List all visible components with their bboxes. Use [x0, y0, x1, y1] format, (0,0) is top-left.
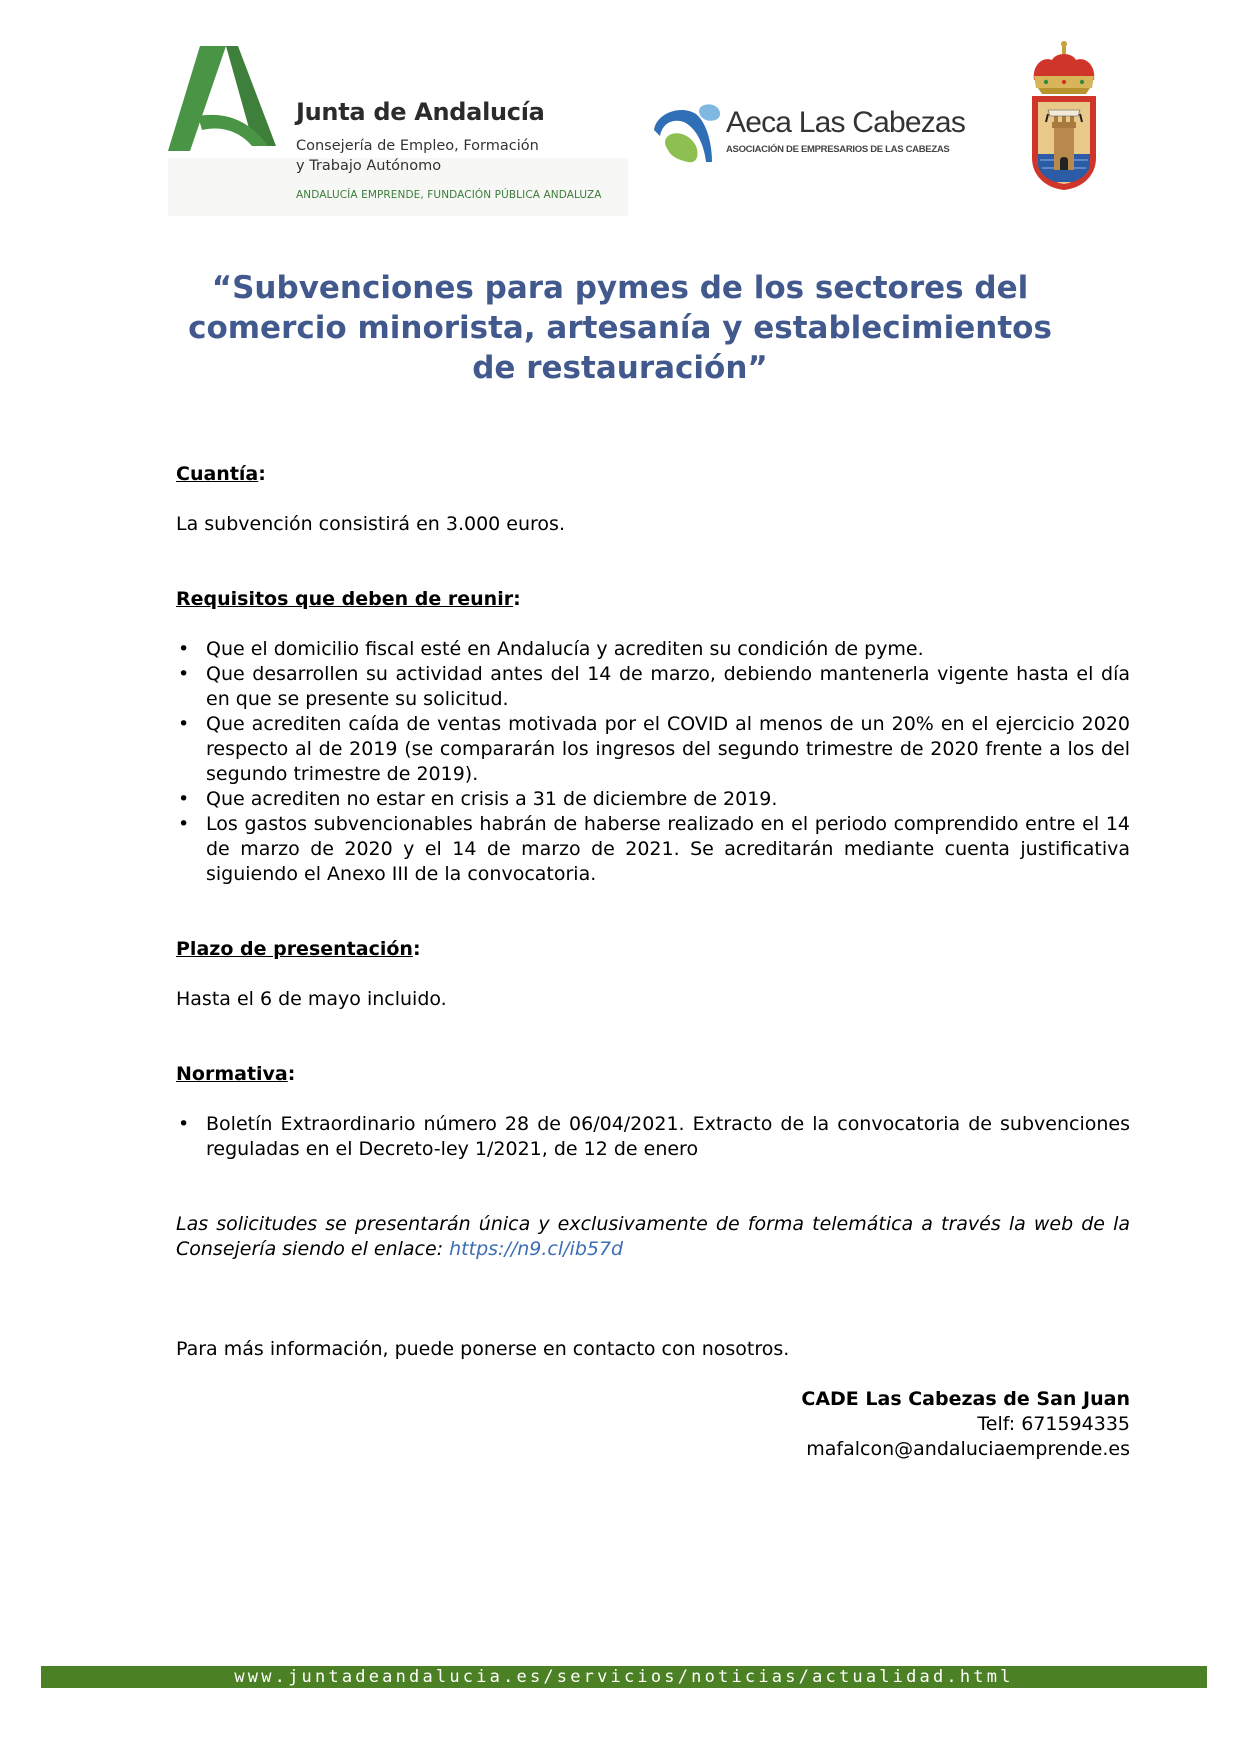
junta-de-andalucia-logo — [168, 46, 628, 216]
bullet-icon: • — [178, 638, 190, 660]
list-item — [176, 637, 1130, 662]
coat-of-arms — [990, 30, 1160, 200]
contact-phone: Telf: 671594335 — [977, 1413, 1130, 1435]
list-item — [176, 812, 1130, 887]
normativa-heading — [176, 1062, 1130, 1087]
junta-title: Junta de Andalucía — [296, 98, 545, 126]
page-title-line1: “Subvenciones para pymes de los sectores del — [211, 270, 1029, 306]
requisitos-heading — [176, 587, 1130, 612]
plazo-heading-colon: : — [412, 938, 421, 960]
list-item — [176, 787, 1130, 812]
bullet-icon: • — [178, 1113, 190, 1135]
aeca-swoosh-icon — [650, 100, 722, 170]
coat-of-arms-icon — [990, 30, 1160, 200]
junta-foundation: ANDALUCÍA EMPRENDE, FUNDACIÓN PÚBLICA ANDALUZA — [296, 189, 602, 201]
page-title-line2: comercio minorista, artesanía y establecimientos — [188, 310, 1052, 346]
junta-subtitle — [296, 136, 539, 176]
aeca-subtitle: ASOCIACIÓN DE EMPRESARIOS DE LAS CABEZAS — [726, 144, 950, 155]
requisitos-heading-text: Requisitos que deben de reunir — [176, 588, 514, 610]
plazo-heading-text: Plazo de presentación — [176, 938, 413, 960]
list-item — [176, 662, 1130, 712]
list-item-text: Que acrediten caída de ventas motivada por el COVID al menos de un 20% en el ejercicio 2020 respecto al de 2019 (se compararán los ingresos del segundo trimestre de 2020 frente a los del segundo trimestre de 2019). — [206, 713, 1130, 785]
cuantia-heading — [176, 462, 1130, 487]
footer-url[interactable]: www.juntadeandalucia.es/servicios/noticias/actualidad.html — [234, 1667, 1014, 1687]
contact-block — [176, 1387, 1130, 1462]
cuantia-heading-colon: : — [258, 463, 266, 485]
submission-note-text: Las solicitudes se presentarán única y exclusivamente de forma telemática a través la web de la Consejería siendo el enlace: — [176, 1213, 1130, 1260]
bullet-icon: • — [178, 713, 190, 735]
aeca-title: Aeca Las Cabezas — [726, 106, 966, 139]
list-item-text: Boletín Extraordinario número 28 de 06/04/2021. Extracto de la convocatoria de subvenciones reguladas en el Decreto-ley 1/2021, de 12 de enero — [206, 1113, 1130, 1160]
list-item-text: Que desarrollen su actividad antes del 14 de marzo, debiendo mantenerla vigente hasta el día en que se presente su solicitud. — [206, 663, 1130, 710]
bullet-icon: • — [178, 813, 190, 835]
list-item — [176, 1112, 1130, 1162]
document-body — [176, 462, 1130, 1462]
list-item-text: Que acrediten no estar en crisis a 31 de diciembre de 2019. — [206, 788, 778, 810]
requisitos-list — [176, 637, 1130, 887]
cuantia-heading-text: Cuantía — [176, 463, 259, 485]
plazo-heading — [176, 937, 1130, 962]
page-title — [150, 268, 1090, 388]
bullet-icon: • — [178, 788, 190, 810]
requisitos-heading-colon: : — [513, 588, 521, 610]
more-info-text: Para más información, puede ponerse en contacto con nosotros. — [176, 1338, 790, 1360]
junta-subtitle-line2: y Trabajo Autónomo — [296, 158, 442, 174]
junta-subtitle-line1: Consejería de Empleo, Formación — [296, 138, 539, 154]
list-item-text: Los gastos subvencionables habrán de haberse realizado en el periodo comprendido entre el 14 de marzo de 2020 y el 14 de marzo de 2021. Se acreditarán mediante cuenta justificativa siguiendo el Anexo III de la convocatoria. — [206, 813, 1130, 885]
contact-organization: CADE Las Cabezas de San Juan — [801, 1388, 1130, 1410]
submission-link[interactable]: https://n9.cl/ib57d — [449, 1238, 624, 1260]
bullet-icon: • — [178, 663, 190, 685]
contact-email[interactable]: mafalcon@andaluciaemprende.es — [806, 1438, 1130, 1460]
page-title-line3: de restauración” — [472, 350, 768, 386]
normativa-heading-colon: : — [287, 1063, 296, 1085]
normativa-heading-text: Normativa — [176, 1063, 288, 1085]
aeca-logo — [650, 100, 966, 170]
normativa-list — [176, 1112, 1130, 1162]
andalucia-a-icon — [168, 46, 278, 151]
list-item-text: Que el domicilio fiscal esté en Andalucía y acrediten su condición de pyme. — [206, 638, 924, 660]
list-item — [176, 712, 1130, 787]
footer-bar — [41, 1666, 1207, 1688]
cuantia-text: La subvención consistirá en 3.000 euros. — [176, 513, 565, 535]
plazo-text: Hasta el 6 de mayo incluido. — [176, 988, 447, 1010]
submission-note — [176, 1212, 1130, 1262]
